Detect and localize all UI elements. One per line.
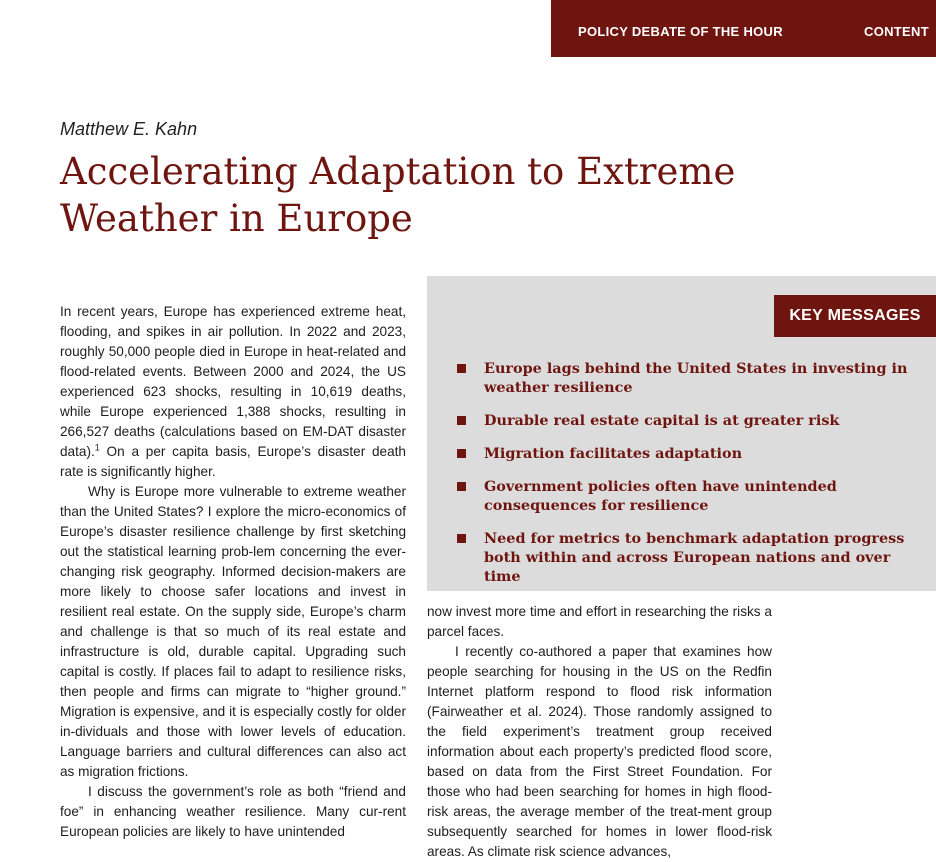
right-text-column bbox=[427, 602, 772, 862]
paragraph-text: In recent years, Europe has experienced extreme heat, flooding, and spikes in air pollution. In 2022 and 2023, roughly 50,000 people died in Europe in heat-related and flood-related events. Between 2000 and 2024, the US experienced 623 shocks, resulting in 10,619 deaths, while Europe experienced 1,388 shocks, resulting in 266,527 deaths (calculations based on EM-DAT disaster data). bbox=[60, 304, 406, 459]
paragraph: I discuss the government’s role as both “friend and foe” in enhancing weather resilience. Many cur-rent European policies are likely to have unintended bbox=[60, 784, 406, 839]
square-bullet-icon bbox=[457, 534, 466, 543]
list-item bbox=[457, 359, 917, 397]
square-bullet-icon bbox=[457, 449, 466, 458]
square-bullet-icon bbox=[457, 364, 466, 373]
key-message-text: Need for metrics to benchmark adaptation progress both within and across European nations and over time bbox=[484, 530, 905, 585]
list-item bbox=[457, 411, 917, 430]
square-bullet-icon bbox=[457, 416, 466, 425]
list-item bbox=[457, 477, 917, 515]
paragraph-text: On a per capita basis, Europe’s disaster death rate is significantly higher. bbox=[60, 444, 406, 479]
key-messages-list bbox=[457, 359, 917, 600]
list-item bbox=[457, 529, 917, 586]
key-message-text: Europe lags behind the United States in investing in weather resilience bbox=[484, 360, 908, 396]
paragraph: now invest more time and effort in researching the risks a parcel faces. bbox=[427, 604, 772, 639]
footnote-marker[interactable]: 1 bbox=[94, 442, 100, 453]
key-message-text: Durable real estate capital is at greater risk bbox=[484, 412, 840, 429]
article-author: Matthew E. Kahn bbox=[60, 119, 198, 139]
key-messages-box bbox=[427, 276, 936, 591]
square-bullet-icon bbox=[457, 482, 466, 491]
key-messages-heading: KEY MESSAGES bbox=[774, 295, 936, 337]
top-nav-bar bbox=[551, 0, 936, 57]
key-message-text: Government policies often have unintended consequences for resilience bbox=[484, 478, 837, 514]
paragraph: Why is Europe more vulnerable to extreme weather than the United States? I explore the micro-economics of Europe’s disaster resilience challenge by first sketching out the statistical learning prob-lem concerning the ever-changing risk geography. Informed decision-makers are more likely to choose safer locations and invest in resilient real estate. On the supply side, Europe’s charm and challenge is that so much of its real estate and infrastructure is old, durable capital. Upgrading such capital is costly. If places fail to adapt to resilience risks, then people and firms can migrate to “higher ground.” Migration is expensive, and it is especially costly for older in-dividuals and those with lower levels of education. Language barriers and cultural differences can also act as migration frictions. bbox=[60, 484, 406, 779]
key-message-text: Migration facilitates adaptation bbox=[484, 445, 743, 462]
paragraph: I recently co-authored a paper that examines how people searching for housing in the US on the Redfin Internet platform respond to flood risk information (Fairweather et al. 2024). Those randomly assigned to the field experiment’s treatment group received information about each property’s predicted flood score, based on data from the First Street Foundation. For those who had been searching for homes in high flood-risk areas, the average member of the treat-ment group subsequently searched for homes in lower flood-risk areas. As climate risk science advances, bbox=[427, 644, 772, 859]
left-text-column bbox=[60, 302, 406, 842]
article-title: Accelerating Adaptation to Extreme Weather in Europe bbox=[60, 150, 736, 240]
nav-content-link[interactable]: CONTENT bbox=[864, 24, 929, 39]
nav-policy-debate-link[interactable]: POLICY DEBATE OF THE HOUR bbox=[578, 24, 783, 39]
paragraph bbox=[60, 302, 406, 482]
list-item bbox=[457, 444, 917, 463]
